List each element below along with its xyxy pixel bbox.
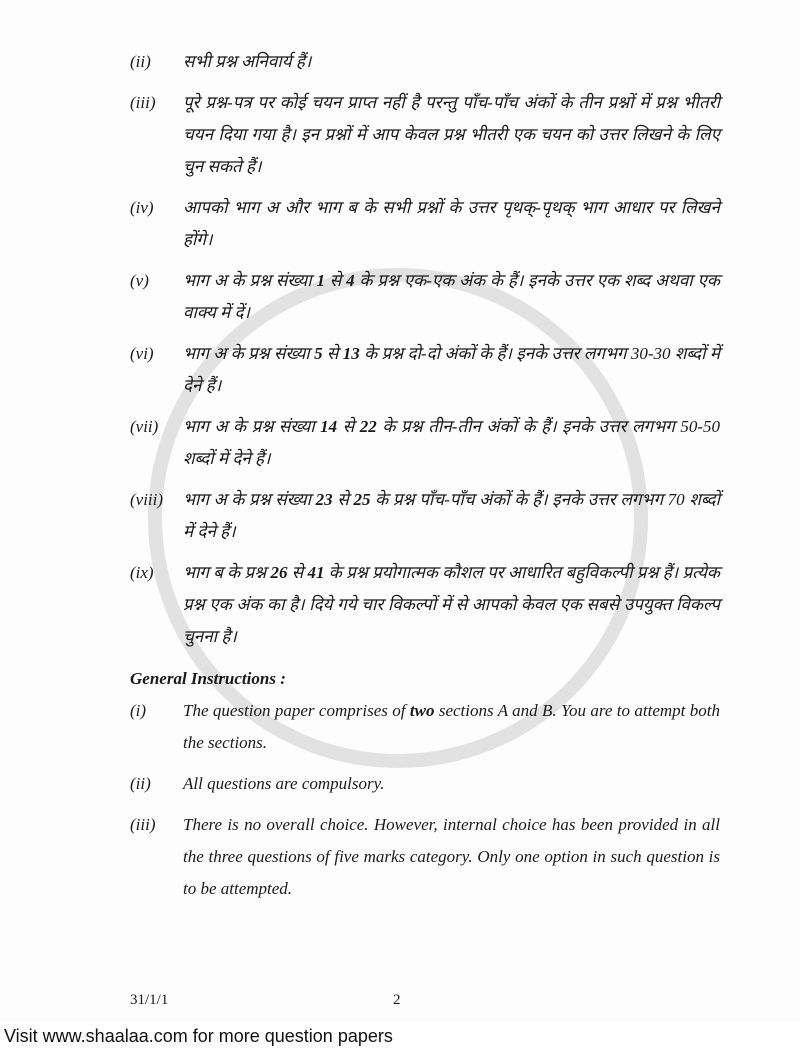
text-segment: All questions are compulsory. <box>183 774 385 793</box>
item-text <box>183 411 720 475</box>
text-segment: के प्रश्न एक-एक अंक के हैं। इनके उत्तर एक शब्द अथवा एक वाक्य में दें। <box>183 271 720 322</box>
hindi-instruction-item <box>130 265 720 329</box>
paper-code: 31/1/1 <box>130 992 169 1008</box>
hindi-instruction-item <box>130 338 720 402</box>
bold-number: 25 <box>353 490 371 509</box>
general-instruction-item <box>130 809 720 905</box>
item-number: (iv) <box>130 198 154 217</box>
bottom-banner <box>0 1022 800 1062</box>
text-segment: के प्रश्न प्रयोगात्मक कौशल पर आधारित बहुविकल्पी प्रश्न हैं। प्रत्येक प्रश्न एक अंक का है। दिये गये चार विकल्पों में से आपको केवल एक सबसे उपयुक्त विकल्प चुनना है। <box>183 563 720 646</box>
hindi-instruction-item <box>130 484 720 548</box>
text-segment: भाग अ के प्रश्न संख्या <box>183 271 317 290</box>
text-segment: भाग अ के प्रश्न संख्या <box>183 417 321 436</box>
bold-number: 41 <box>307 563 325 582</box>
text-segment: से <box>337 417 360 436</box>
item-number: (ix) <box>130 563 154 582</box>
text-segment: भाग ब के प्रश्न <box>183 563 271 582</box>
text-segment: से <box>332 490 354 509</box>
item-text <box>183 695 720 759</box>
text-segment: सभी प्रश्न अनिवार्य हैं। <box>183 52 312 71</box>
bold-number: 22 <box>359 417 377 436</box>
item-number: (viii) <box>130 490 164 509</box>
text-segment: There is no overall choice. However, internal choice has been provided in all the three questions of five marks category. Only one option in such question is to be attempted. <box>183 815 720 898</box>
general-instruction-item <box>130 695 720 759</box>
hindi-instruction-item <box>130 557 720 653</box>
item-text <box>183 87 720 183</box>
bold-number: 5 <box>314 344 323 363</box>
text-segment: के प्रश्न पाँच-पाँच अंकों के हैं। इनके उत्तर लगभग 70 शब्दों में देने हैं। <box>183 490 720 541</box>
text-segment: के प्रश्न तीन-तीन अंकों के हैं। इनके उत्तर लगभग 50-50 शब्दों में देने हैं। <box>183 417 720 468</box>
item-text <box>183 192 720 256</box>
item-text <box>183 484 720 548</box>
hindi-instruction-item <box>130 87 720 183</box>
item-number: (ii) <box>130 774 151 793</box>
general-instruction-item <box>130 768 720 800</box>
text-segment: से <box>287 563 308 582</box>
bold-number: 26 <box>270 563 288 582</box>
item-number: (i) <box>130 701 147 720</box>
text-segment: पूरे प्रश्न-पत्र पर कोई चयन प्राप्त नहीं है परन्तु पाँच-पाँच अंकों के तीन प्रश्नों में प्रश्न भीतरी चयन दिया गया है। इन प्रश्नों में आप केवल प्रश्न भीतरी एक चयन को उत्तर लिखने के लिए चुन सकते हैं। <box>183 93 720 176</box>
text-segment: भाग अ के प्रश्न संख्या <box>183 490 316 509</box>
text-segment: के प्रश्न दो-दो अंकों के हैं। इनके उत्तर लगभग 30-30 शब्दों में देने हैं। <box>183 344 720 395</box>
text-segment: sections A and B. You are to attempt both the sections. <box>183 701 720 752</box>
item-text <box>183 768 720 800</box>
item-text <box>183 265 720 329</box>
hindi-instructions-list <box>130 46 720 653</box>
hindi-instruction-item <box>130 411 720 475</box>
text-segment: से <box>324 271 347 290</box>
bold-number: two <box>409 701 435 720</box>
item-number: (v) <box>130 271 149 290</box>
page-footer <box>0 952 800 1062</box>
item-number: (iii) <box>130 93 156 112</box>
shaalaa-link[interactable]: Visit www.shaalaa.com for more question papers <box>4 1026 393 1046</box>
item-text <box>183 809 720 905</box>
bold-number: 1 <box>316 271 325 290</box>
item-text <box>183 557 720 653</box>
text-segment: से <box>322 344 343 363</box>
item-text <box>183 338 720 402</box>
page-number: 2 <box>393 992 401 1008</box>
item-number: (iii) <box>130 815 156 834</box>
hindi-instruction-item <box>130 192 720 256</box>
item-number: (vi) <box>130 344 154 363</box>
item-number: (ii) <box>130 52 151 71</box>
bold-number: 13 <box>342 344 360 363</box>
item-text <box>183 46 720 78</box>
text-segment: भाग अ के प्रश्न संख्या <box>183 344 315 363</box>
hindi-instruction-item <box>130 46 720 78</box>
text-segment: The question paper comprises of <box>183 701 410 720</box>
general-instructions-list <box>130 695 720 905</box>
bold-number: 14 <box>320 417 338 436</box>
bold-number: 4 <box>346 271 355 290</box>
general-instructions-heading: General Instructions : <box>130 669 286 688</box>
text-segment: आपको भाग अ और भाग ब के सभी प्रश्नों के उत्तर पृथक्-पृथक् भाग आधार पर लिखने होंगे। <box>183 198 720 249</box>
bold-number: 23 <box>315 490 333 509</box>
item-number: (vii) <box>130 417 159 436</box>
